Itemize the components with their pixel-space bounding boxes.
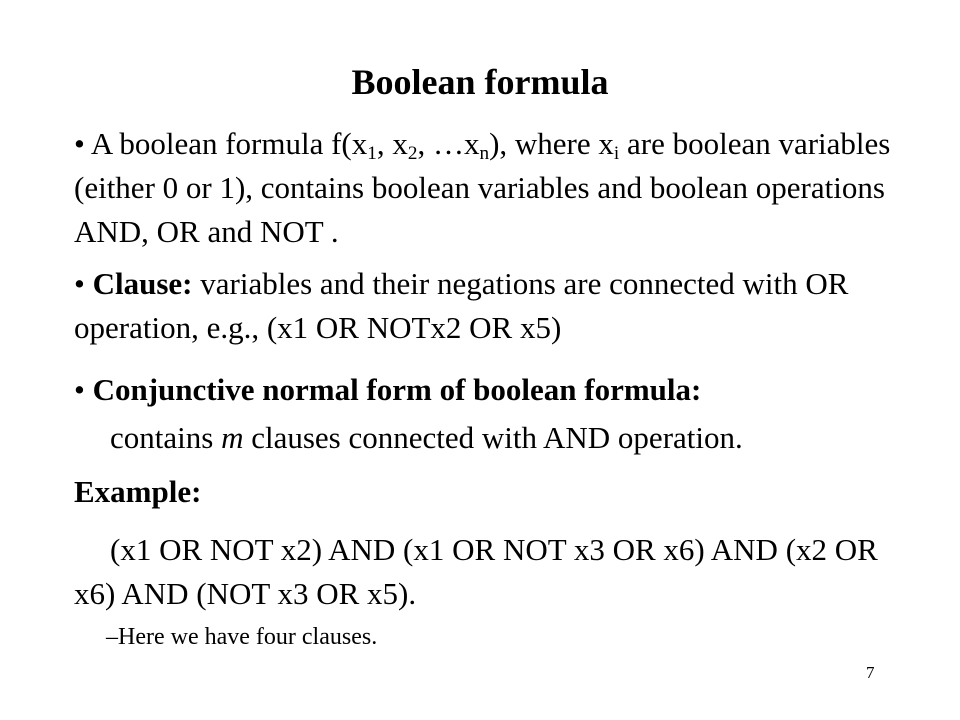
- subscript: n: [479, 142, 490, 164]
- example-formula: (x1 OR NOT x2) AND (x1 OR NOT x3 OR x6) AND (x2 OR x6) AND (NOT x3 OR x5).: [74, 532, 878, 611]
- bullet-text: , …x: [417, 126, 480, 161]
- subscript: 2: [407, 142, 418, 164]
- bullet-marker: •: [74, 266, 85, 301]
- bullet-text: ), where x: [489, 126, 614, 161]
- cnf-text: contains: [110, 420, 222, 455]
- subscript: i: [613, 142, 620, 164]
- bullet-text: , x: [376, 126, 408, 161]
- bullet-text: A boolean formula f(x: [90, 126, 368, 161]
- bullet-boolean-formula: [74, 122, 894, 254]
- slide-title: Boolean formula: [351, 62, 609, 102]
- cnf-description: [74, 416, 930, 460]
- example-label: Example:: [74, 474, 202, 509]
- cnf-text: clauses connected with AND operation.: [243, 420, 743, 455]
- bullet-cnf: [74, 368, 894, 412]
- sub-bullet-four-clauses: –Here we have four clauses.: [106, 624, 378, 650]
- cnf-variable-m: m: [221, 420, 244, 455]
- clause-text: variables and their negations are connected with OR operation, e.g., (x1 OR NOTx2 OR x5): [74, 266, 849, 345]
- bullet-marker: •: [74, 372, 85, 407]
- page-number: 7: [866, 663, 875, 682]
- bullet-marker: •: [74, 126, 85, 161]
- clause-label: Clause:: [92, 266, 193, 301]
- bullet-text: are boolean variables (either 0 or 1), contains boolean variables and boolean operations AND, OR and NOT .: [74, 126, 891, 249]
- bullet-clause: [74, 262, 894, 350]
- subscript: 1: [367, 142, 377, 164]
- cnf-label: Conjunctive normal form of boolean formula:: [92, 372, 702, 407]
- example-heading: [74, 470, 894, 514]
